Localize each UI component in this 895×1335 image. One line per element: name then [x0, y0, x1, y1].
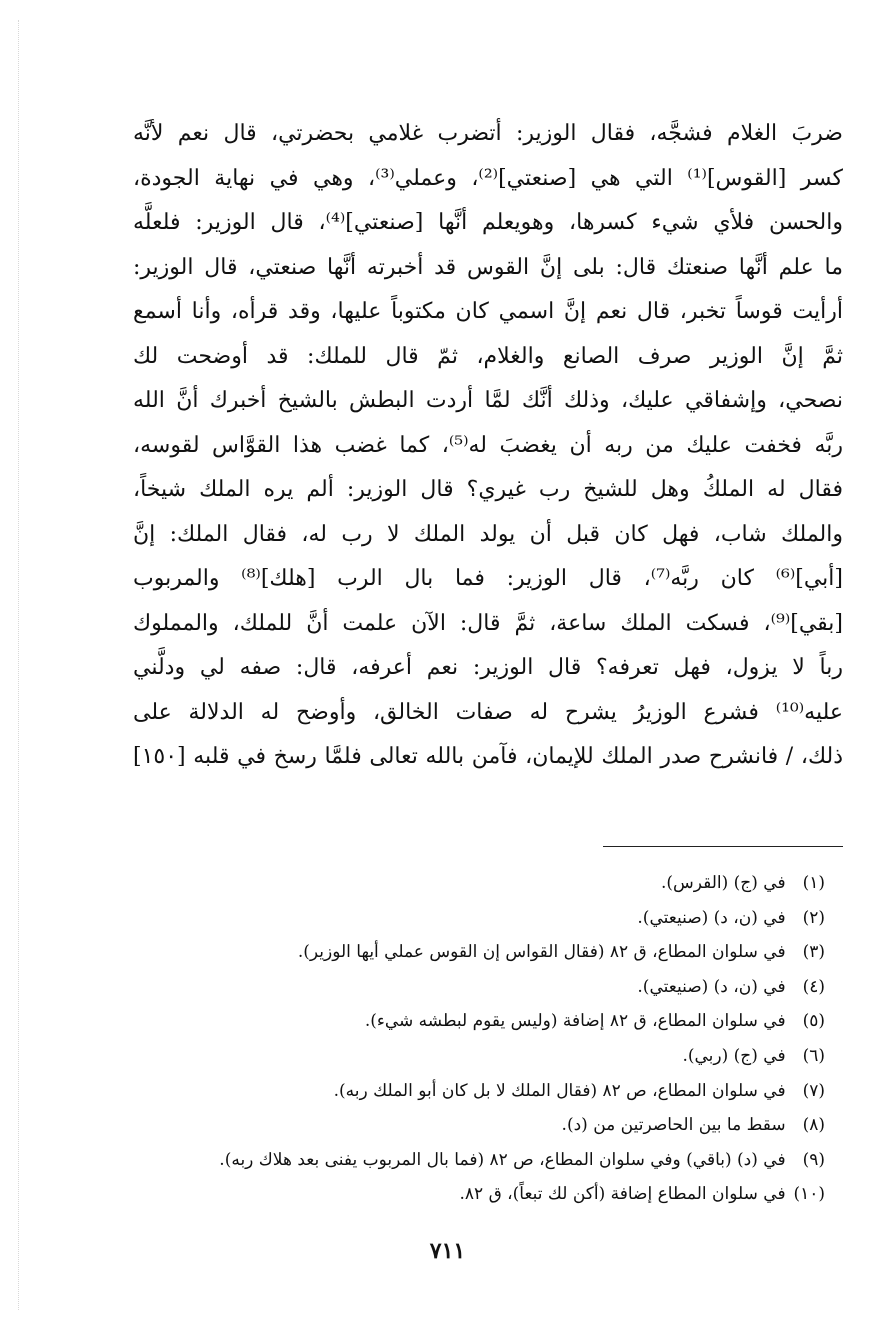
footnote-item — [135, 1004, 825, 1039]
footnote-number: (٢) — [802, 907, 825, 928]
footnote-number: (١) — [802, 873, 825, 893]
text-line: والحسن فلأي شيء كسرها، وهويعلم أنَّها [صنعتي]⁽⁴⁾، قال الوزير: فلعلَّه — [133, 210, 843, 235]
footnote-number: (٤) — [802, 976, 825, 997]
footnotes-block — [135, 866, 825, 1212]
footnote-text: في سلوان المطاع، ق ٨٢ (فقال القواس إن القوس عملي أيها الوزير). — [297, 942, 786, 963]
footnote-text: في سلوان المطاع، ق ٨٢ إضافة (وليس يقوم لبطشه شيء). — [364, 1011, 786, 1032]
page-number: ٧١١ — [429, 1238, 466, 1264]
footnote-text: في (ن، د) (صنيعتي). — [637, 976, 786, 997]
text-line: نصحي، وإشفاقي عليك، وذلك أنَّك لمَّا أردت البطش بالشيخ أخبرك أنَّ الله — [133, 388, 843, 413]
main-text-block — [133, 112, 843, 780]
text-line: أرأيت قوساً تخبر، قال نعم إنَّ اسمي كان مكتوباً عليها، وقد قرأه، وأنا أسمع — [133, 299, 843, 324]
scan-margin-line — [18, 20, 19, 1310]
footnote-text: في (د) (باقي) وفي سلوان المطاع، ص ٨٢ (فما بال المربوب يفنى بعد هلاك ربه). — [219, 1149, 786, 1170]
footnote-separator-rule — [603, 846, 843, 847]
text-line: ذلك، / فانشرح صدر الملك للإيمان، فآمن بالله تعالى فلمَّا رسخ في قلبه [١٥٠] — [133, 744, 843, 769]
text-line: والملك شاب، فهل كان قبل أن يولد الملك لا رب له، فقال الملك: إنَّ — [133, 521, 843, 547]
text-line: ثمَّ إنَّ الوزير صرف الصانع والغلام، ثمّ قال للملك: قد أوضحت لك — [133, 343, 843, 369]
footnote-number: (١٠) — [793, 1184, 825, 1205]
footnote-item — [135, 1074, 825, 1109]
footnote-item — [135, 866, 825, 901]
footnote-item — [135, 1039, 825, 1074]
footnote-text: في (ج) (القرس). — [660, 873, 786, 893]
footnote-item — [135, 1177, 825, 1212]
text-line: فقال له الملكُ وهل للشيخ رب غيري؟ قال الوزير: ألم يره الملك شيخاً، — [133, 477, 843, 502]
footnote-text: سقط ما بين الحاصرتين من (د). — [561, 1115, 786, 1136]
footnote-item — [135, 1143, 825, 1178]
footnote-number: (٩) — [802, 1149, 825, 1170]
footnote-text: في (ج) (ربي). — [682, 1045, 786, 1066]
footnote-item — [135, 1108, 825, 1143]
footnote-item — [135, 935, 825, 970]
footnote-number: (٨) — [802, 1115, 825, 1136]
text-line: ضربَ الغلام فشجَّه، فقال الوزير: أتضرب غلامي بحضرتي، قال نعم لأنَّه — [133, 121, 843, 146]
footnote-text: في سلوان المطاع، ص ٨٢ (فقال الملك لا بل كان أبو الملك ربه). — [333, 1080, 786, 1101]
text-line: كسر [القوس]⁽¹⁾ التي هي [صنعتي]⁽²⁾، وعملي⁽³⁾، وهي في نهاية الجودة، — [133, 165, 843, 191]
footnote-number: (٣) — [802, 942, 825, 963]
footnote-number: (٦) — [802, 1045, 825, 1066]
footnote-text: في (ن، د) (صنيعتي). — [637, 907, 786, 928]
text-line: [بقي]⁽⁹⁾، فسكت الملك ساعة، ثمَّ قال: الآن علمت أنَّ للملك، والمملوك — [133, 610, 843, 636]
footnote-number: (٧) — [802, 1080, 825, 1101]
text-line: رباً لا يزول، فهل تعرفه؟ قال الوزير: نعم أعرفه، قال: صفه لي ودلَّني — [133, 655, 843, 680]
text-line: ربَّه فخفت عليك من ربه أن يغضبَ له⁽⁵⁾، كما غضب هذا القوَّاس لقوسه، — [133, 432, 843, 458]
footnote-item — [135, 970, 825, 1005]
text-line: عليه⁽¹⁰⁾ فشرع الوزيرُ يشرح له صفات الخالق، وأوضح له الدلالة على — [133, 699, 843, 725]
footnote-number: (٥) — [802, 1011, 825, 1032]
text-line: [أبي]⁽⁶⁾ كان ربَّه⁽⁷⁾، قال الوزير: فما بال الرب [هلك]⁽⁸⁾ والمربوب — [133, 566, 843, 591]
footnote-text: في سلوان المطاع إضافة (أكن لك تبعاً)، ق ٨٢. — [459, 1184, 786, 1205]
footnote-item — [135, 901, 825, 936]
text-line: ما علم أنَّها صنعتك قال: بلى إنَّ القوس قد أخبرته أنَّها صنعتي، قال الوزير: — [133, 254, 843, 280]
